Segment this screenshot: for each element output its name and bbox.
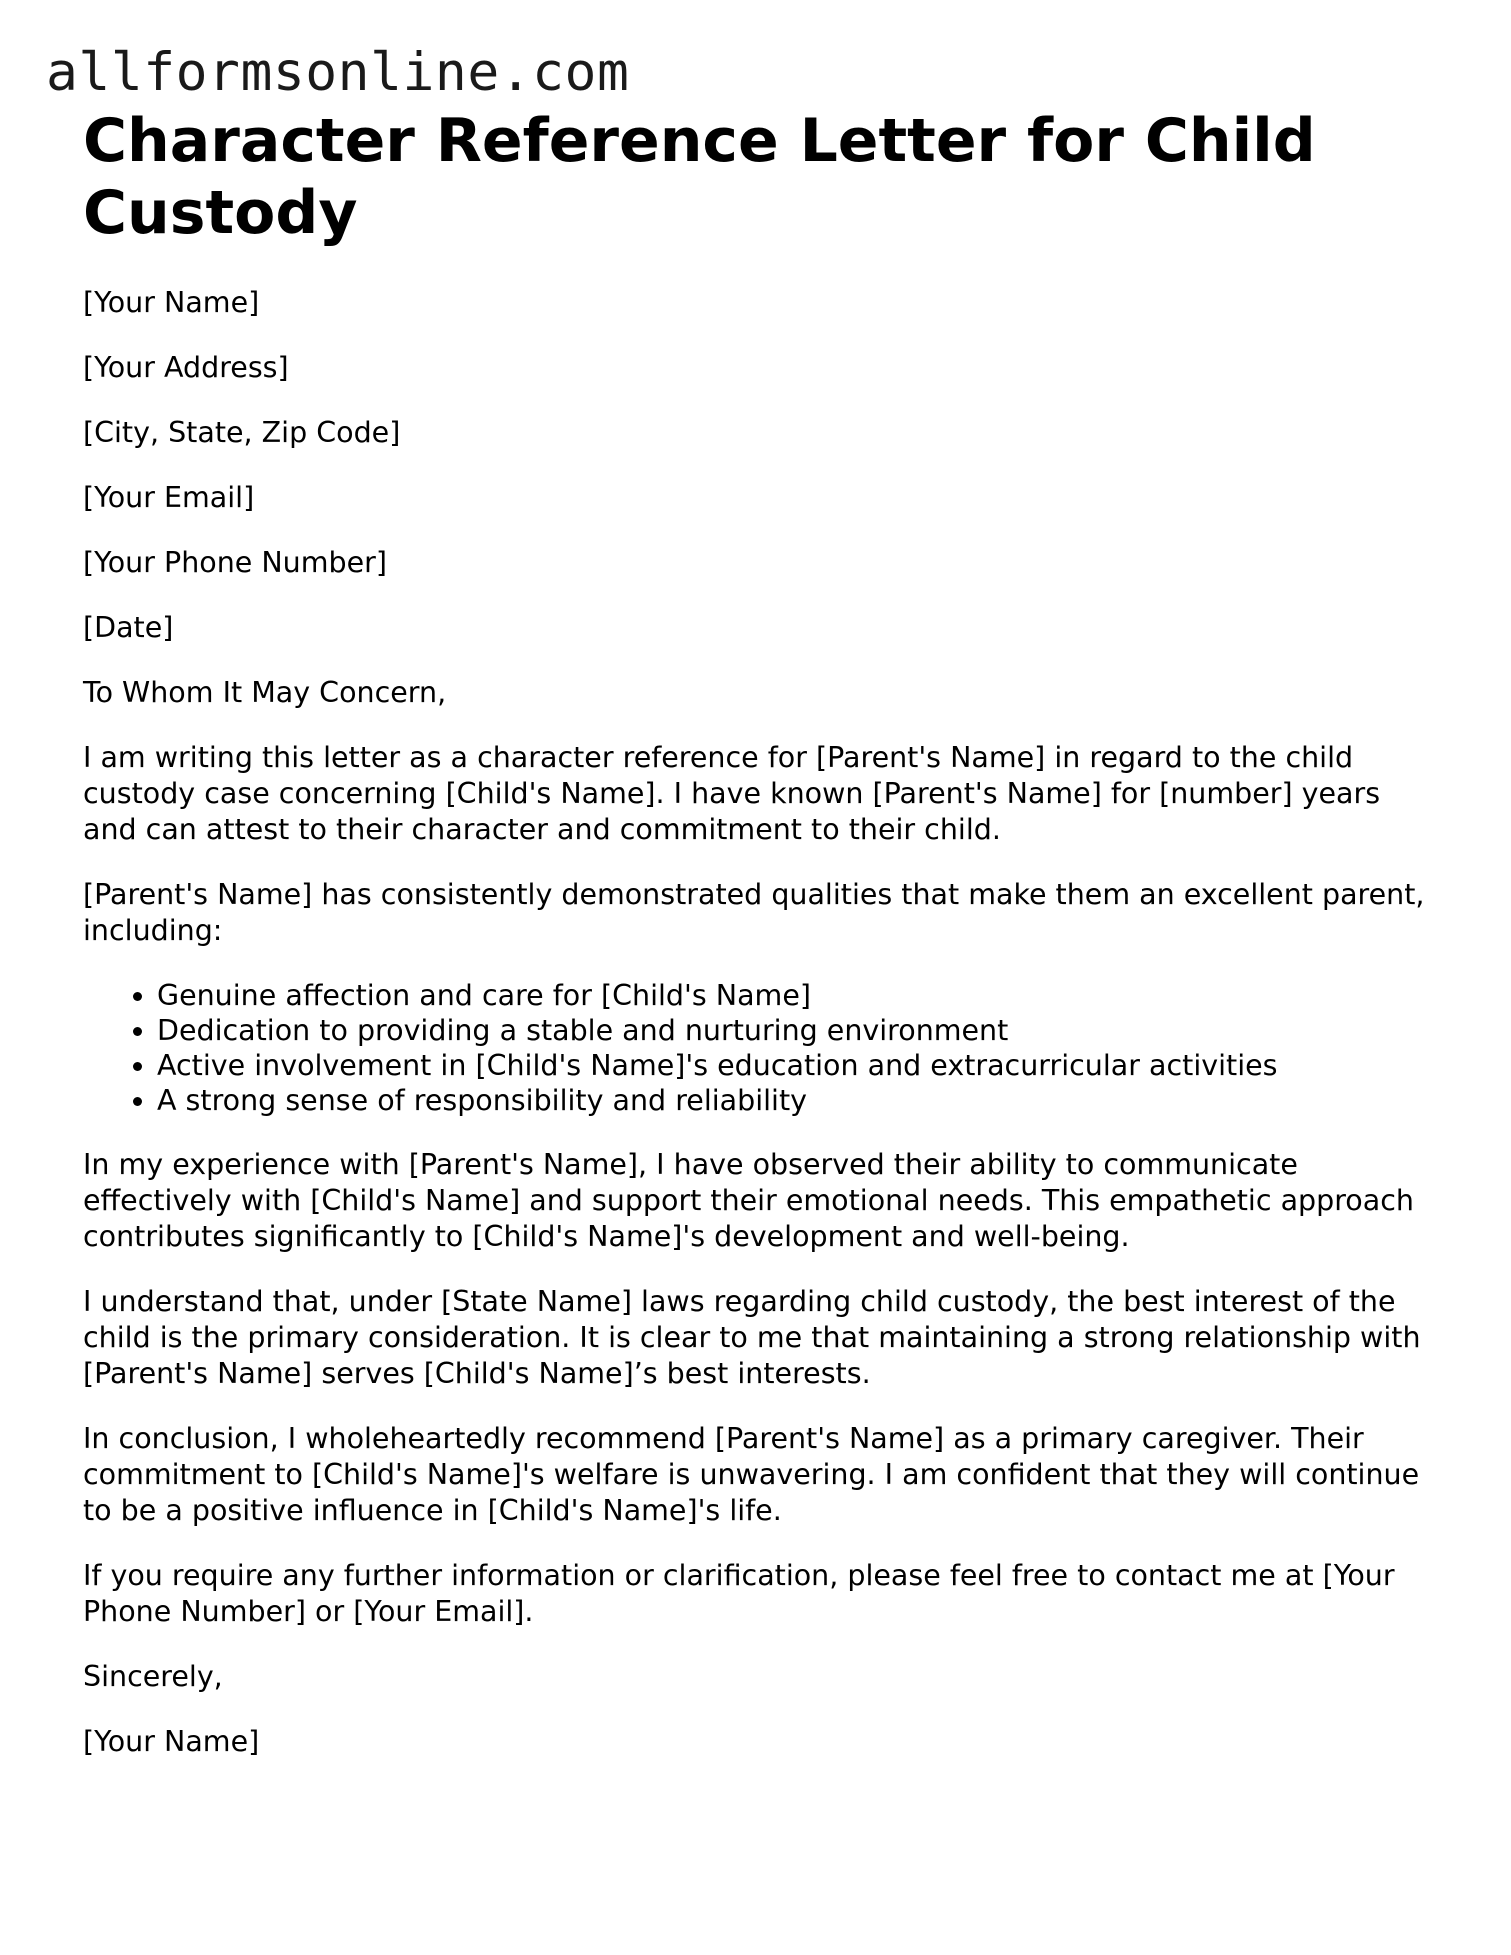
list-item: • Genuine affection and care for [Child's Name] (157, 978, 1428, 1013)
qualities-list (83, 978, 1428, 1118)
letter-date: [Date] (83, 611, 174, 644)
site-watermark: allformsonline.com (46, 42, 630, 103)
experience-paragraph: In my experience with [Parent's Name], I have observed their ability to communicate effectively with [Child's Name] and support their emotional needs. This empathetic approach contributes significantly to [Child's Name]'s development and well-being. (83, 1148, 1414, 1253)
intro-paragraph: I am writing this letter as a character reference for [Parent's Name] in regard to the child custody case concerning [Child's Name]. I have known [Parent's Name] for [number] years and can attest to their character and commitment to their child. (83, 741, 1381, 846)
letter-body (83, 285, 1428, 1760)
list-item: • Active involvement in [Child's Name]'s education and extracurricular activities (157, 1048, 1428, 1083)
qualities-intro-paragraph: [Parent's Name] has consistently demonstrated qualities that make them an excellent parent, including: (83, 878, 1425, 947)
law-paragraph: I understand that, under [State Name] laws regarding child custody, the best interest of the child is the primary consideration. It is clear to me that maintaining a strong relationship with [Parent's Name] serves [Child's Name]’s best interests. (83, 1285, 1421, 1390)
closing: Sincerely, (83, 1660, 223, 1693)
sender-phone: [Your Phone Number] (83, 546, 387, 579)
sender-address: [Your Address] (83, 351, 289, 384)
sender-email: [Your Email] (83, 481, 255, 514)
signature-name: [Your Name] (83, 1725, 260, 1758)
list-item: • A strong sense of responsibility and reliability (157, 1083, 1428, 1118)
list-item: • Dedication to providing a stable and nurturing environment (157, 1013, 1428, 1048)
sender-city-state-zip: [City, State, Zip Code] (83, 416, 401, 449)
letter-page (83, 105, 1428, 1789)
sender-name: [Your Name] (83, 286, 260, 319)
salutation: To Whom It May Concern, (83, 676, 447, 709)
page-title: Character Reference Letter for Child Custody (83, 106, 1316, 248)
contact-paragraph: If you require any further information or clarification, please feel free to contact me at [Your Phone Number] or [Your Email]. (83, 1559, 1395, 1628)
conclusion-paragraph: In conclusion, I wholeheartedly recommend [Parent's Name] as a primary caregiver. Their commitment to [Child's Name]'s welfare is unwavering. I am confident that they will continue to be a positive influence in [Child's Name]'s life. (83, 1422, 1420, 1527)
